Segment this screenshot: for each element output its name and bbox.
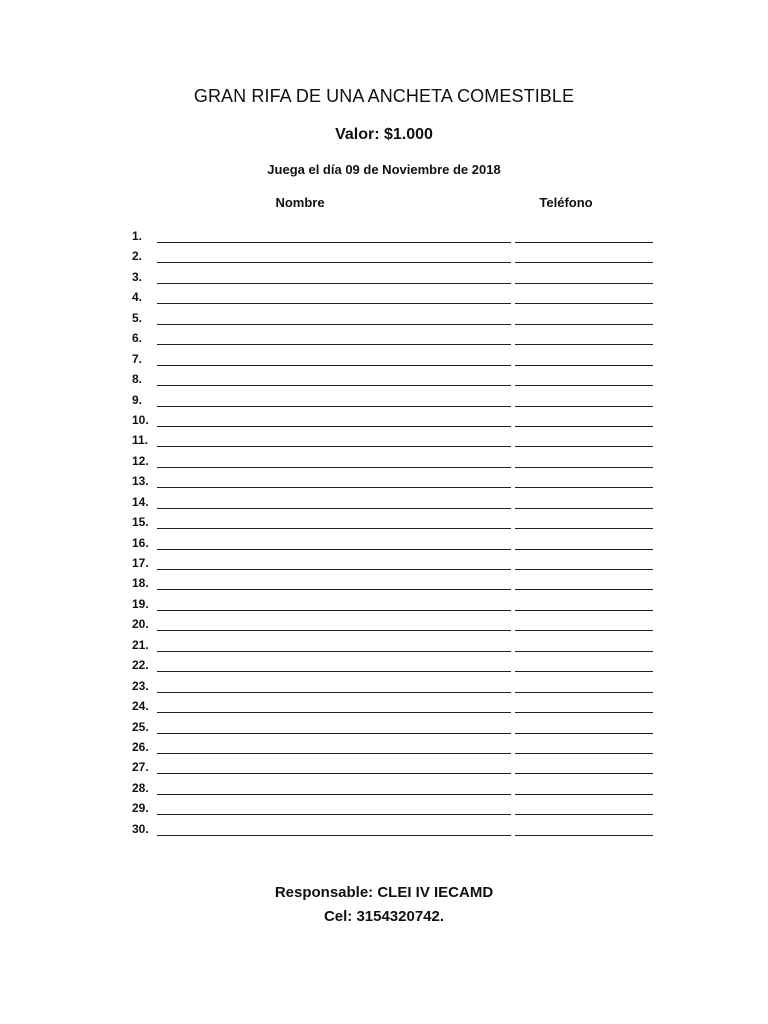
list-item [132, 512, 662, 532]
name-blank-line[interactable] [157, 365, 511, 366]
entry-number: 5. [132, 310, 143, 325]
entry-number: 30. [132, 821, 149, 836]
phone-blank-line[interactable] [515, 242, 653, 243]
phone-blank-line[interactable] [515, 467, 653, 468]
phone-blank-line[interactable] [515, 630, 653, 631]
phone-blank-line[interactable] [515, 814, 653, 815]
list-item [132, 573, 662, 593]
list-item [132, 655, 662, 675]
phone-blank-line[interactable] [515, 406, 653, 407]
list-item [132, 533, 662, 553]
list-item [132, 471, 662, 491]
phone-blank-line[interactable] [515, 610, 653, 611]
list-item [132, 430, 662, 450]
list-item [132, 246, 662, 266]
list-item [132, 778, 662, 798]
name-blank-line[interactable] [157, 589, 511, 590]
name-blank-line[interactable] [157, 835, 511, 836]
phone-blank-line[interactable] [515, 426, 653, 427]
list-item [132, 798, 662, 818]
phone-blank-line[interactable] [515, 365, 653, 366]
name-blank-line[interactable] [157, 692, 511, 693]
entry-number: 28. [132, 780, 149, 795]
entry-number: 22. [132, 658, 149, 673]
name-blank-line[interactable] [157, 814, 511, 815]
phone-blank-line[interactable] [515, 692, 653, 693]
entry-number: 6. [132, 331, 143, 346]
list-item [132, 717, 662, 737]
name-blank-line[interactable] [157, 569, 511, 570]
name-blank-line[interactable] [157, 794, 511, 795]
list-item [132, 594, 662, 614]
name-blank-line[interactable] [157, 671, 511, 672]
list-item [132, 676, 662, 696]
phone-blank-line[interactable] [515, 712, 653, 713]
name-blank-line[interactable] [157, 549, 511, 550]
phone-blank-line[interactable] [515, 528, 653, 529]
name-blank-line[interactable] [157, 385, 511, 386]
phone-blank-line[interactable] [515, 651, 653, 652]
list-item [132, 696, 662, 716]
phone-blank-line[interactable] [515, 733, 653, 734]
entry-number: 10. [132, 412, 149, 427]
phone-blank-line[interactable] [515, 671, 653, 672]
name-blank-line[interactable] [157, 753, 511, 754]
list-item [132, 328, 662, 348]
name-blank-line[interactable] [157, 651, 511, 652]
entry-number: 12. [132, 453, 149, 468]
list-item [132, 635, 662, 655]
entry-number: 25. [132, 719, 149, 734]
name-blank-line[interactable] [157, 528, 511, 529]
list-item [132, 492, 662, 512]
phone-blank-line[interactable] [515, 569, 653, 570]
responsible-line: Responsable: CLEI IV IECAMD [274, 884, 494, 901]
phone-blank-line[interactable] [515, 508, 653, 509]
entry-number: 7. [132, 351, 143, 366]
name-blank-line[interactable] [157, 610, 511, 611]
entry-list [132, 226, 662, 839]
name-blank-line[interactable] [157, 262, 511, 263]
draw-date: Juega el día 09 de Noviembre de 2018 [267, 162, 501, 177]
column-header-phone: Teléfono [539, 195, 593, 210]
entry-number: 29. [132, 801, 149, 816]
phone-blank-line[interactable] [515, 262, 653, 263]
phone-blank-line[interactable] [515, 303, 653, 304]
phone-blank-line[interactable] [515, 549, 653, 550]
entry-number: 4. [132, 290, 143, 305]
name-blank-line[interactable] [157, 303, 511, 304]
list-item [132, 287, 662, 307]
phone-blank-line[interactable] [515, 344, 653, 345]
entry-number: 9. [132, 392, 143, 407]
phone-blank-line[interactable] [515, 487, 653, 488]
entry-number: 8. [132, 372, 143, 387]
entry-number: 27. [132, 760, 149, 775]
entry-number: 3. [132, 269, 143, 284]
name-blank-line[interactable] [157, 733, 511, 734]
list-item [132, 410, 662, 430]
phone-blank-line[interactable] [515, 446, 653, 447]
phone-blank-line[interactable] [515, 835, 653, 836]
name-blank-line[interactable] [157, 426, 511, 427]
entry-number: 18. [132, 576, 149, 591]
entry-number: 21. [132, 637, 149, 652]
list-item [132, 349, 662, 369]
list-item [132, 757, 662, 777]
phone-blank-line[interactable] [515, 324, 653, 325]
phone-blank-line[interactable] [515, 589, 653, 590]
name-blank-line[interactable] [157, 773, 511, 774]
phone-blank-line[interactable] [515, 385, 653, 386]
name-blank-line[interactable] [157, 406, 511, 407]
entry-number: 2. [132, 249, 143, 264]
list-item [132, 390, 662, 410]
entry-number: 23. [132, 678, 149, 693]
list-item [132, 451, 662, 471]
entry-number: 11. [132, 433, 149, 448]
name-blank-line[interactable] [157, 508, 511, 509]
entry-number: 13. [132, 474, 149, 489]
entry-number: 20. [132, 617, 149, 632]
list-item [132, 369, 662, 389]
entry-number: 15. [132, 515, 149, 530]
name-blank-line[interactable] [157, 344, 511, 345]
list-item [132, 819, 662, 839]
entry-number: 14. [132, 494, 149, 509]
name-blank-line[interactable] [157, 712, 511, 713]
entry-number: 16. [132, 535, 149, 550]
entry-number: 24. [132, 699, 149, 714]
name-blank-line[interactable] [157, 467, 511, 468]
list-item [132, 267, 662, 287]
list-item [132, 226, 662, 246]
entry-number: 26. [132, 739, 149, 754]
page-title: GRAN RIFA DE UNA ANCHETA COMESTIBLE [193, 86, 575, 106]
name-blank-line[interactable] [157, 487, 511, 488]
column-header-name: Nombre [275, 195, 325, 210]
name-blank-line[interactable] [157, 446, 511, 447]
name-blank-line[interactable] [157, 283, 511, 284]
entry-number: 17. [132, 556, 149, 570]
raffle-price: Valor: $1.000 [335, 126, 433, 143]
contact-phone: Cel: 3154320742. [323, 908, 445, 925]
list-item [132, 308, 662, 328]
phone-blank-line[interactable] [515, 283, 653, 284]
entry-number: 1. [132, 229, 143, 243]
list-item [132, 737, 662, 757]
list-item [132, 614, 662, 634]
phone-blank-line[interactable] [515, 794, 653, 795]
list-item [132, 553, 662, 573]
entry-number: 19. [132, 596, 149, 611]
name-blank-line[interactable] [157, 242, 511, 243]
name-blank-line[interactable] [157, 630, 511, 631]
phone-blank-line[interactable] [515, 773, 653, 774]
phone-blank-line[interactable] [515, 753, 653, 754]
name-blank-line[interactable] [157, 324, 511, 325]
